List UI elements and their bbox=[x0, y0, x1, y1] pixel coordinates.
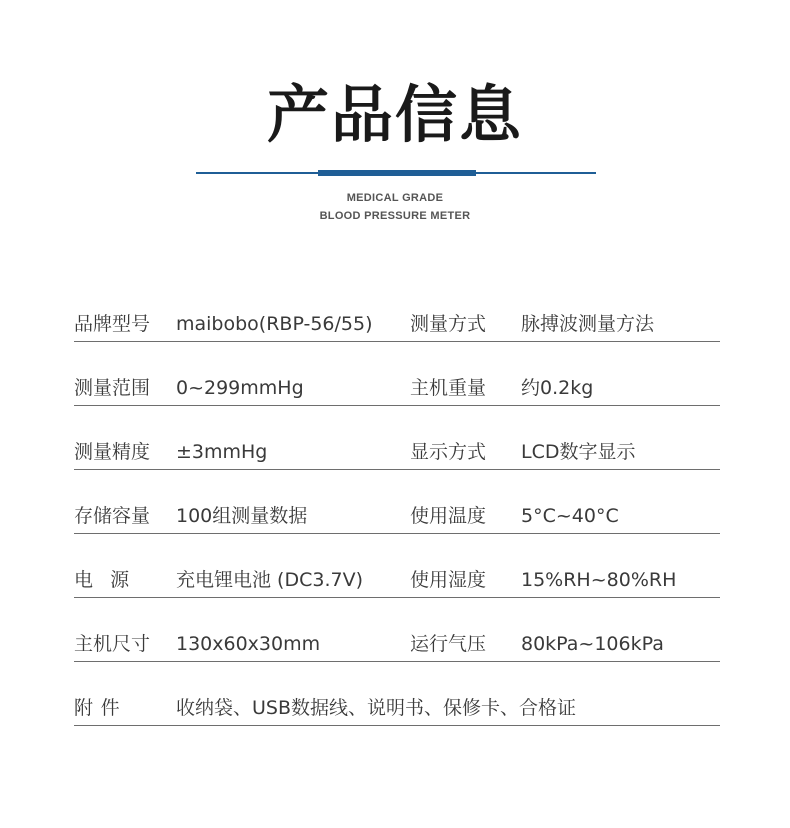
spec-value: 脉搏波测量方法 bbox=[521, 313, 655, 335]
spec-value: 100组测量数据 bbox=[176, 505, 308, 527]
spec-label: 测量精度 bbox=[74, 441, 151, 463]
spec-label: 主机尺寸 bbox=[74, 633, 151, 655]
spec-value: LCD数字显示 bbox=[521, 441, 636, 463]
spec-label: 存储容量 bbox=[74, 505, 151, 527]
spec-label: 品牌型号 bbox=[74, 313, 151, 335]
spec-value: 5°C~40°C bbox=[521, 505, 619, 527]
spec-label: 附件 bbox=[74, 697, 128, 719]
spec-value: 15%RH~80%RH bbox=[521, 569, 677, 591]
spec-value: maibobo(RBP-56/55) bbox=[176, 313, 373, 335]
spec-label: 主机重量 bbox=[410, 377, 487, 399]
spec-label: 使用湿度 bbox=[410, 569, 487, 591]
spec-value: 80kPa~106kPa bbox=[521, 633, 664, 655]
spec-value: 0~299mmHg bbox=[176, 377, 304, 399]
spec-label: 使用温度 bbox=[410, 505, 487, 527]
spec-label: 测量方式 bbox=[410, 313, 487, 335]
spec-value: 充电锂电池 (DC3.7V) bbox=[176, 569, 363, 591]
title-divider-accent bbox=[318, 170, 476, 176]
subtitle-line-1: MEDICAL GRADE bbox=[346, 192, 444, 204]
spec-row-accessories bbox=[74, 661, 720, 726]
spec-row-storage bbox=[74, 469, 720, 534]
spec-label: 电源 bbox=[74, 569, 147, 591]
spec-row-brand bbox=[74, 277, 720, 342]
spec-row-power bbox=[74, 533, 720, 598]
spec-value: 约0.2kg bbox=[521, 377, 594, 399]
spec-label: 显示方式 bbox=[410, 441, 487, 463]
subtitle-line-2: BLOOD PRESSURE METER bbox=[319, 210, 471, 222]
spec-value: 130x60x30mm bbox=[176, 633, 321, 655]
spec-row-accuracy bbox=[74, 405, 720, 470]
spec-row-size bbox=[74, 597, 720, 662]
spec-value: ±3mmHg bbox=[176, 441, 268, 463]
spec-row-range bbox=[74, 341, 720, 406]
spec-label: 测量范围 bbox=[74, 377, 151, 399]
spec-label: 运行气压 bbox=[410, 633, 487, 655]
spec-value: 收纳袋、USB数据线、说明书、保修卡、合格证 bbox=[176, 697, 577, 719]
page-title: 产品信息 bbox=[266, 78, 523, 151]
